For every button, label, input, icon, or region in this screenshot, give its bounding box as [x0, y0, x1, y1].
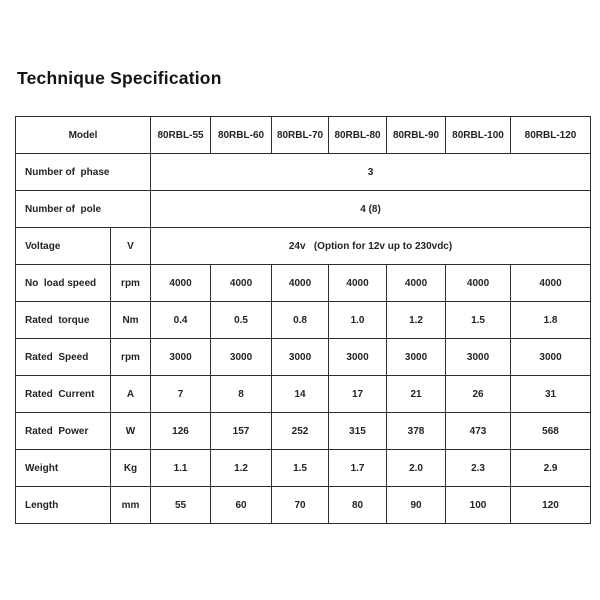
value-cell: 0.5	[211, 302, 272, 339]
value-cell: 157	[211, 413, 272, 450]
model-header-label: Model	[16, 117, 151, 154]
row-label: Weight	[16, 450, 111, 487]
value-cell: 4000	[511, 265, 591, 302]
value-cell: 3000	[272, 339, 329, 376]
value-cell: 7	[151, 376, 211, 413]
table-row-weight	[16, 450, 591, 487]
row-label: Number of pole	[16, 191, 151, 228]
value-cell: 3000	[511, 339, 591, 376]
unit-cell: mm	[111, 487, 151, 524]
value-cell: 21	[387, 376, 446, 413]
value-cell: 252	[272, 413, 329, 450]
value-cell: 1.8	[511, 302, 591, 339]
value-cell: 4000	[387, 265, 446, 302]
model-column-header: 80RBL-80	[329, 117, 387, 154]
value-cell: 1.7	[329, 450, 387, 487]
model-column-header: 80RBL-55	[151, 117, 211, 154]
value-cell: 4000	[151, 265, 211, 302]
value-cell: 3000	[211, 339, 272, 376]
value-cell: 120	[511, 487, 591, 524]
unit-cell: rpm	[111, 265, 151, 302]
value-cell: 473	[446, 413, 511, 450]
value-cell: 1.0	[329, 302, 387, 339]
value-cell: 3000	[387, 339, 446, 376]
phase-value: 3	[151, 154, 591, 191]
table-row-rated-torque	[16, 302, 591, 339]
unit-cell: V	[111, 228, 151, 265]
value-cell: 1.1	[151, 450, 211, 487]
value-cell: 1.5	[446, 302, 511, 339]
unit-cell: W	[111, 413, 151, 450]
value-cell: 315	[329, 413, 387, 450]
row-label: Rated Power	[16, 413, 111, 450]
model-column-header: 80RBL-90	[387, 117, 446, 154]
value-cell: 4000	[329, 265, 387, 302]
value-cell: 1.2	[211, 450, 272, 487]
value-cell: 4000	[211, 265, 272, 302]
unit-cell: Kg	[111, 450, 151, 487]
value-cell: 4000	[272, 265, 329, 302]
value-cell: 0.4	[151, 302, 211, 339]
row-label: Rated torque	[16, 302, 111, 339]
value-cell: 378	[387, 413, 446, 450]
value-cell: 14	[272, 376, 329, 413]
value-cell: 3000	[329, 339, 387, 376]
value-cell: 2.9	[511, 450, 591, 487]
value-cell: 3000	[446, 339, 511, 376]
value-cell: 2.3	[446, 450, 511, 487]
value-cell: 8	[211, 376, 272, 413]
table-row-pole	[16, 191, 591, 228]
value-cell: 0.8	[272, 302, 329, 339]
specification-table	[15, 116, 591, 524]
table-row-phase	[16, 154, 591, 191]
value-cell: 55	[151, 487, 211, 524]
row-label: Voltage	[16, 228, 111, 265]
value-cell: 4000	[446, 265, 511, 302]
table-row-rated-speed	[16, 339, 591, 376]
row-label: Rated Speed	[16, 339, 111, 376]
value-cell: 90	[387, 487, 446, 524]
voltage-value: 24v (Option for 12v up to 230vdc)	[151, 228, 591, 265]
table-row-voltage	[16, 228, 591, 265]
unit-cell: Nm	[111, 302, 151, 339]
value-cell: 3000	[151, 339, 211, 376]
model-column-header: 80RBL-60	[211, 117, 272, 154]
value-cell: 70	[272, 487, 329, 524]
row-label: No load speed	[16, 265, 111, 302]
value-cell: 1.5	[272, 450, 329, 487]
unit-cell: rpm	[111, 339, 151, 376]
model-column-header: 80RBL-70	[272, 117, 329, 154]
value-cell: 26	[446, 376, 511, 413]
unit-cell: A	[111, 376, 151, 413]
value-cell: 17	[329, 376, 387, 413]
table-row-rated-power	[16, 413, 591, 450]
table-row-rated-current	[16, 376, 591, 413]
row-label: Number of phase	[16, 154, 151, 191]
value-cell: 60	[211, 487, 272, 524]
table-row-model	[16, 117, 591, 154]
pole-value: 4 (8)	[151, 191, 591, 228]
value-cell: 80	[329, 487, 387, 524]
table-row-no-load-speed	[16, 265, 591, 302]
row-label: Length	[16, 487, 111, 524]
page-title: Technique Specification	[17, 68, 222, 88]
value-cell: 568	[511, 413, 591, 450]
row-label: Rated Current	[16, 376, 111, 413]
model-column-header: 80RBL-120	[511, 117, 591, 154]
value-cell: 31	[511, 376, 591, 413]
table-row-length	[16, 487, 591, 524]
value-cell: 100	[446, 487, 511, 524]
value-cell: 2.0	[387, 450, 446, 487]
value-cell: 126	[151, 413, 211, 450]
value-cell: 1.2	[387, 302, 446, 339]
model-column-header: 80RBL-100	[446, 117, 511, 154]
